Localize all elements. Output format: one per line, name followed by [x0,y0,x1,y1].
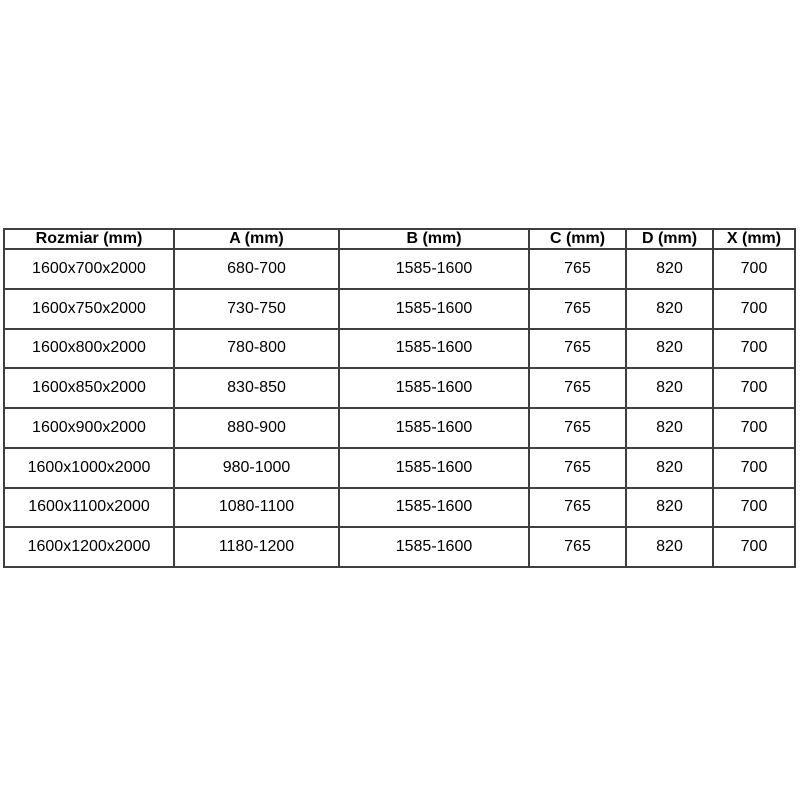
header-cell: A (mm) [174,229,339,249]
table-row [4,368,795,408]
table-cell: 765 [529,448,626,488]
table-cell: 700 [713,527,795,567]
table-cell: 700 [713,249,795,289]
table-cell: 1600x800x2000 [4,329,174,369]
table-cell: 700 [713,408,795,448]
table-cell: 700 [713,368,795,408]
table-cell: 820 [626,368,713,408]
table-cell: 1600x1200x2000 [4,527,174,567]
table-cell: 765 [529,368,626,408]
table-cell: 765 [529,527,626,567]
table-cell: 1585-1600 [339,488,529,528]
table-header-row [4,229,795,249]
table-cell: 820 [626,289,713,329]
table-cell: 1080-1100 [174,488,339,528]
table-row [4,329,795,369]
table-cell: 820 [626,329,713,369]
table-cell: 730-750 [174,289,339,329]
table-row [4,249,795,289]
table-cell: 680-700 [174,249,339,289]
table-cell: 830-850 [174,368,339,408]
header-cell: Rozmiar (mm) [4,229,174,249]
table-cell: 765 [529,329,626,369]
header-cell: B (mm) [339,229,529,249]
table-cell: 765 [529,488,626,528]
table-cell: 1585-1600 [339,448,529,488]
table-cell: 700 [713,488,795,528]
table-row [4,289,795,329]
table-row [4,408,795,448]
table-cell: 820 [626,249,713,289]
table-row [4,448,795,488]
table-cell: 780-800 [174,329,339,369]
table-cell: 820 [626,527,713,567]
table-cell: 1585-1600 [339,329,529,369]
size-table [3,228,796,568]
table-cell: 980-1000 [174,448,339,488]
table-cell: 700 [713,289,795,329]
table-cell: 765 [529,249,626,289]
table-cell: 1585-1600 [339,408,529,448]
table-cell: 820 [626,488,713,528]
table-cell: 820 [626,408,713,448]
table-body [4,249,795,567]
header-cell: X (mm) [713,229,795,249]
table-cell: 1600x1000x2000 [4,448,174,488]
table-cell: 700 [713,329,795,369]
table-row [4,488,795,528]
header-cell: C (mm) [529,229,626,249]
table-cell: 700 [713,448,795,488]
table-cell: 1600x700x2000 [4,249,174,289]
table-cell: 1600x1100x2000 [4,488,174,528]
table-cell: 880-900 [174,408,339,448]
header-cell: D (mm) [626,229,713,249]
table-cell: 1600x900x2000 [4,408,174,448]
table-cell: 1585-1600 [339,368,529,408]
table-row [4,527,795,567]
table-cell: 765 [529,289,626,329]
table-cell: 1600x850x2000 [4,368,174,408]
table-cell: 1585-1600 [339,249,529,289]
table-cell: 1585-1600 [339,527,529,567]
table-cell: 1585-1600 [339,289,529,329]
table-cell: 765 [529,408,626,448]
table-cell: 820 [626,448,713,488]
table-cell: 1180-1200 [174,527,339,567]
table-cell: 1600x750x2000 [4,289,174,329]
